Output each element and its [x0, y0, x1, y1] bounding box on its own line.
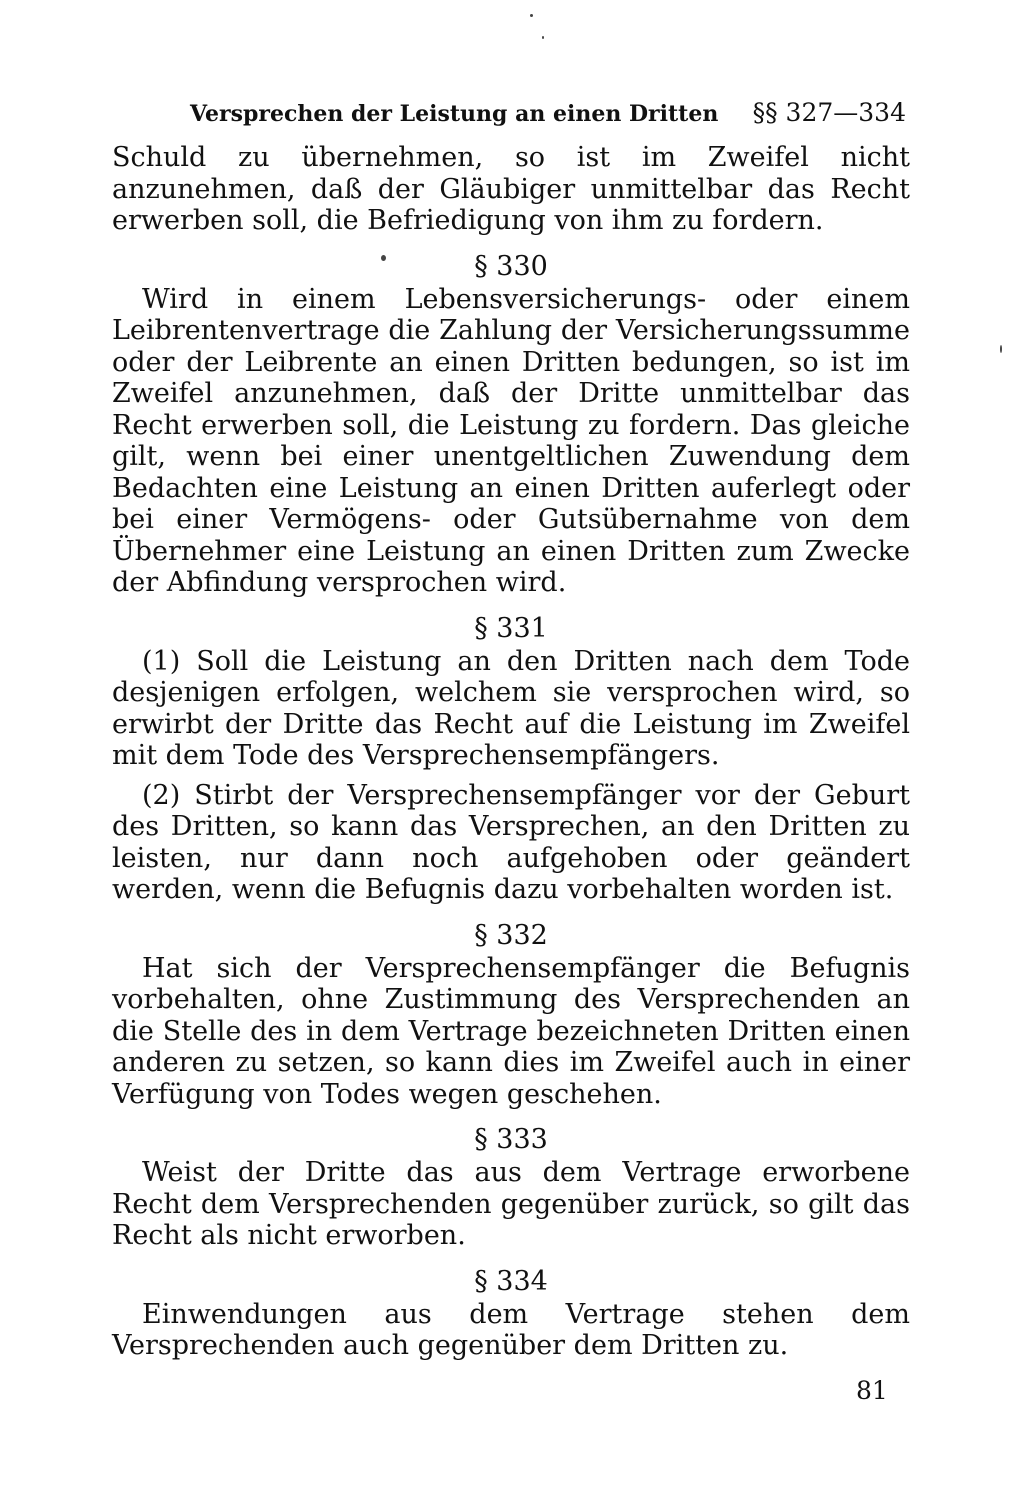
section-heading-334: § 334 [474, 1265, 548, 1297]
section-331-para-1: (1) Soll die Leistung an den Dritten nach dem Tode desjenigen erfolgen, welchem sie versprochen wird, so erwirbt der Dritte das Recht auf die Leistung im Zweifel mit dem Tode des Versprechensempfängers. [112, 645, 910, 771]
continuation-paragraph: Schuld zu übernehmen, so ist im Zweifel nicht anzunehmen, daß der Gläubiger unmittelbar das Recht erwerben soll, die Befriedigung von ihm zu fordern. [112, 142, 910, 236]
print-speck [530, 14, 533, 17]
section-334-text: Einwendungen aus dem Vertrage stehen dem Versprechenden auch gegenüber dem Dritten zu. [112, 1298, 910, 1361]
section-332-text: Hat sich der Versprechensempfänger die Befugnis vorbehalten, ohne Zustimmung des Versprechenden an die Stelle des in dem Vertrage bezeichneten Dritten einen anderen zu setzen, so kann dies im Zweifel auch in einer Verfügung von Todes wegen geschehen. [112, 952, 910, 1110]
page-number: 81 [856, 1376, 888, 1405]
section-heading-331: § 331 [474, 612, 548, 644]
page-body [112, 142, 910, 1362]
section-330-text: Wird in einem Lebensversicherungs- oder einem Leibrentenvertrage die Zahlung der Versicherungssumme oder der Leibrente an einen Dritten bedungen, so ist im Zweifel anzunehmen, daß der Dritte unmittelbar das Recht erwerben soll, die Leistung zu fordern. Das gleiche gilt, wenn bei einer unentgeltlichen Zuwendung dem Bedachten eine Leistung an einen Dritten auferlegt oder bei einer Vermögens- oder Gutsübernahme von dem Übernehmer eine Leistung an einen Dritten zum Zwecke der Abfindung versprochen wird. [112, 283, 910, 598]
section-heading-333: § 333 [474, 1124, 548, 1155]
section-heading-330: § 330 [474, 250, 548, 282]
running-header [190, 98, 906, 127]
running-title: Versprechen der Leistung an einen Dritten [190, 101, 719, 127]
print-speck [1000, 345, 1002, 353]
section-range: §§ 327—334 [752, 98, 906, 127]
section-333-text: Weist der Dritte das aus dem Vertrage erworbene Recht dem Versprechenden gegenüber zurück, so gilt das Recht als nicht erworben. [112, 1157, 910, 1251]
print-speck [542, 36, 544, 39]
section-heading-332: § 332 [474, 919, 548, 951]
section-331-para-2: (2) Stirbt der Versprechensempfänger vor der Geburt des Dritten, so kann das Versprechen, an den Dritten zu leisten, nur dann noch aufgehoben oder geändert werden, wenn die Befugnis dazu vorbehalten worden ist. [112, 779, 910, 905]
